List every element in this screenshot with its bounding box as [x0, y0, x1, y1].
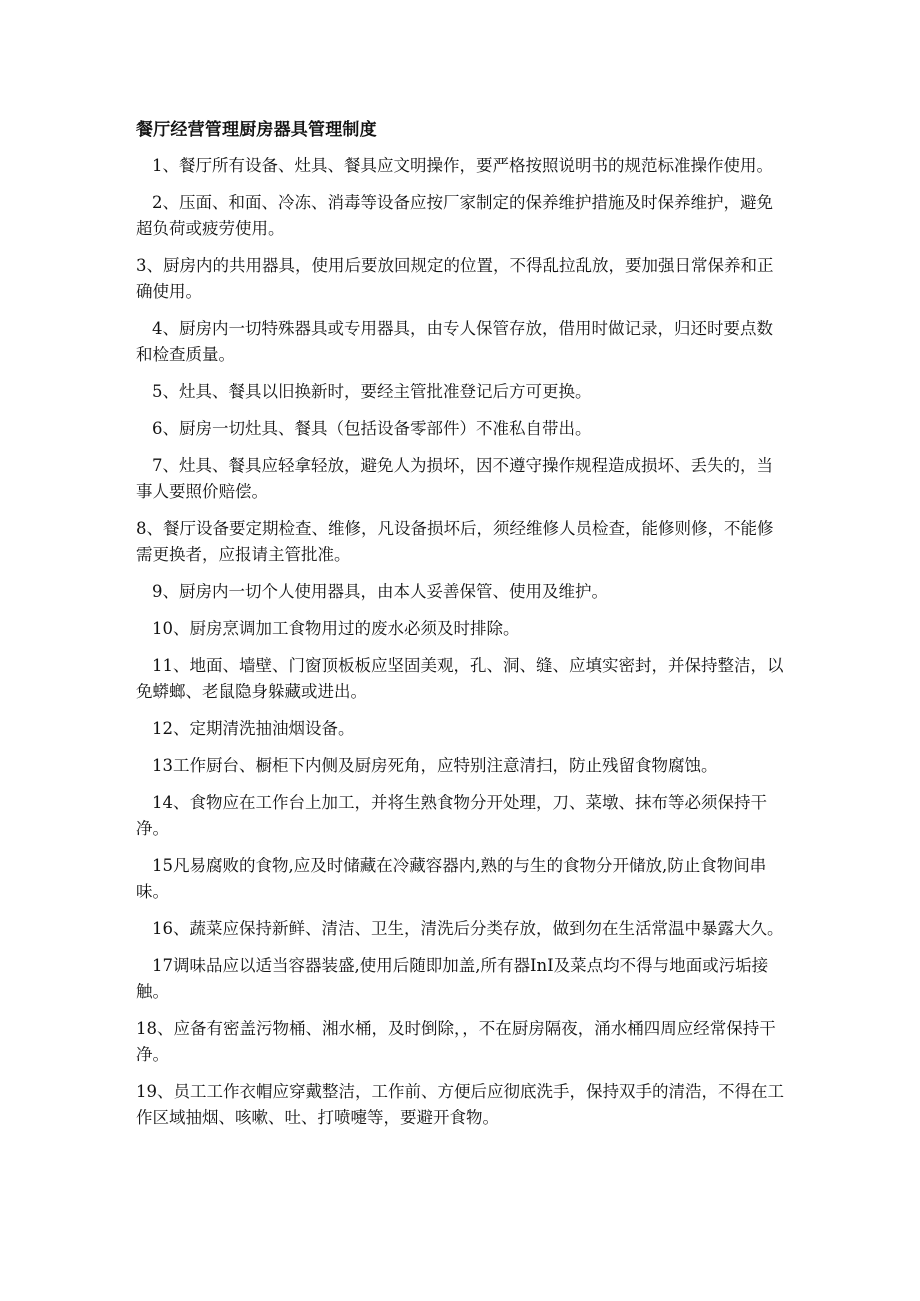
rule-paragraph-17: 17调味品应以适当容器装盛,使用后随即加盖,所有器InI及菜点均不得与地面或污垢接触。: [136, 956, 769, 1001]
rule-paragraph-18: 18、应备有密盖污物桶、湘水桶，及时倒除，，不在厨房隔夜，涌水桶四周应经常保持干净。: [136, 1019, 776, 1064]
rule-paragraph-19: 19、员工工作衣帽应穿戴整洁，工作前、方便后应彻底洗手，保持双手的清浩，不得在工作区域抽烟、咳嗽、吐、打喷嚏等，要避开食物。: [136, 1082, 784, 1127]
document-title: 餐厅经营管理厨房器具管理制度: [136, 120, 377, 140]
rule-paragraph-16: 16、蔬菜应保持新鲜、清洁、卫生，清洗后分类存放，做到勿在生活常温中暴露大久。: [152, 919, 784, 938]
rule-paragraph-4: 4、厨房内一切特殊器具或专用器具，由专人保管存放，借用时做记录，归还时要点数和检查质量。: [136, 319, 773, 364]
rule-paragraph-15: 15凡易腐败的食物,应及时储藏在冷藏容器内,熟的与生的食物分开储放,防止食物间串味。: [136, 856, 767, 901]
rule-paragraph-10: 10、厨房烹调加工食物用过的废水必须及时排除。: [152, 619, 520, 638]
rule-paragraph-6: 6、厨房一切灶具、餐具（包括设备零部件）不准私自带出。: [152, 419, 592, 438]
rule-paragraph-11: 11、地面、墙壁、门窗顶板板应坚固美观，孔、洞、缝、应填实密封，并保持整洁，以免蟒螂、老鼠隐身躲藏或进出。: [136, 656, 784, 701]
rule-paragraph-14: 14、食物应在工作台上加工，并将生熟食物分开处理，刀、菜墩、抹布等必须保持干净。: [136, 793, 767, 838]
rule-paragraph-7: 7、灶具、餐具应轻拿轻放，避免人为损坏，因不遵守操作规程造成损坏、丢失的，当事人要照价赔偿。: [136, 456, 773, 501]
rule-paragraph-2: 2、压面、和面、冷冻、消毒等设备应按厂家制定的保养维护措施及时保养维护，避免超负荷或疲劳使用。: [136, 193, 773, 238]
document-body: [136, 153, 788, 1142]
rule-paragraph-13: 13工作厨台、橱柜下内侧及厨房死角，应特别注意清扫，防止残留食物腐蚀。: [152, 756, 718, 775]
rule-paragraph-9: 9、厨房内一切个人使用器具，由本人妥善保管、使用及维护。: [152, 582, 608, 601]
rule-paragraph-8: 8、餐厅设备要定期检查、维修，凡设备损坏后，须经维修人员检查，能修则修，不能修需更换者，应报请主管批准。: [136, 519, 774, 564]
rule-paragraph-5: 5、灶具、餐具以旧换新时，要经主管批准登记后方可更换。: [152, 382, 592, 401]
rule-paragraph-3: 3、厨房内的共用器具，使用后要放回规定的位置，不得乱拉乱放，要加强日常保养和正确使用。: [136, 256, 774, 301]
rule-paragraph-1: 1、餐厅所有设备、灶具、餐具应文明操作，要严格按照说明书的规范标准操作使用。: [152, 156, 773, 175]
rule-paragraph-12: 12、定期清洗抽油烟设备。: [152, 719, 355, 738]
